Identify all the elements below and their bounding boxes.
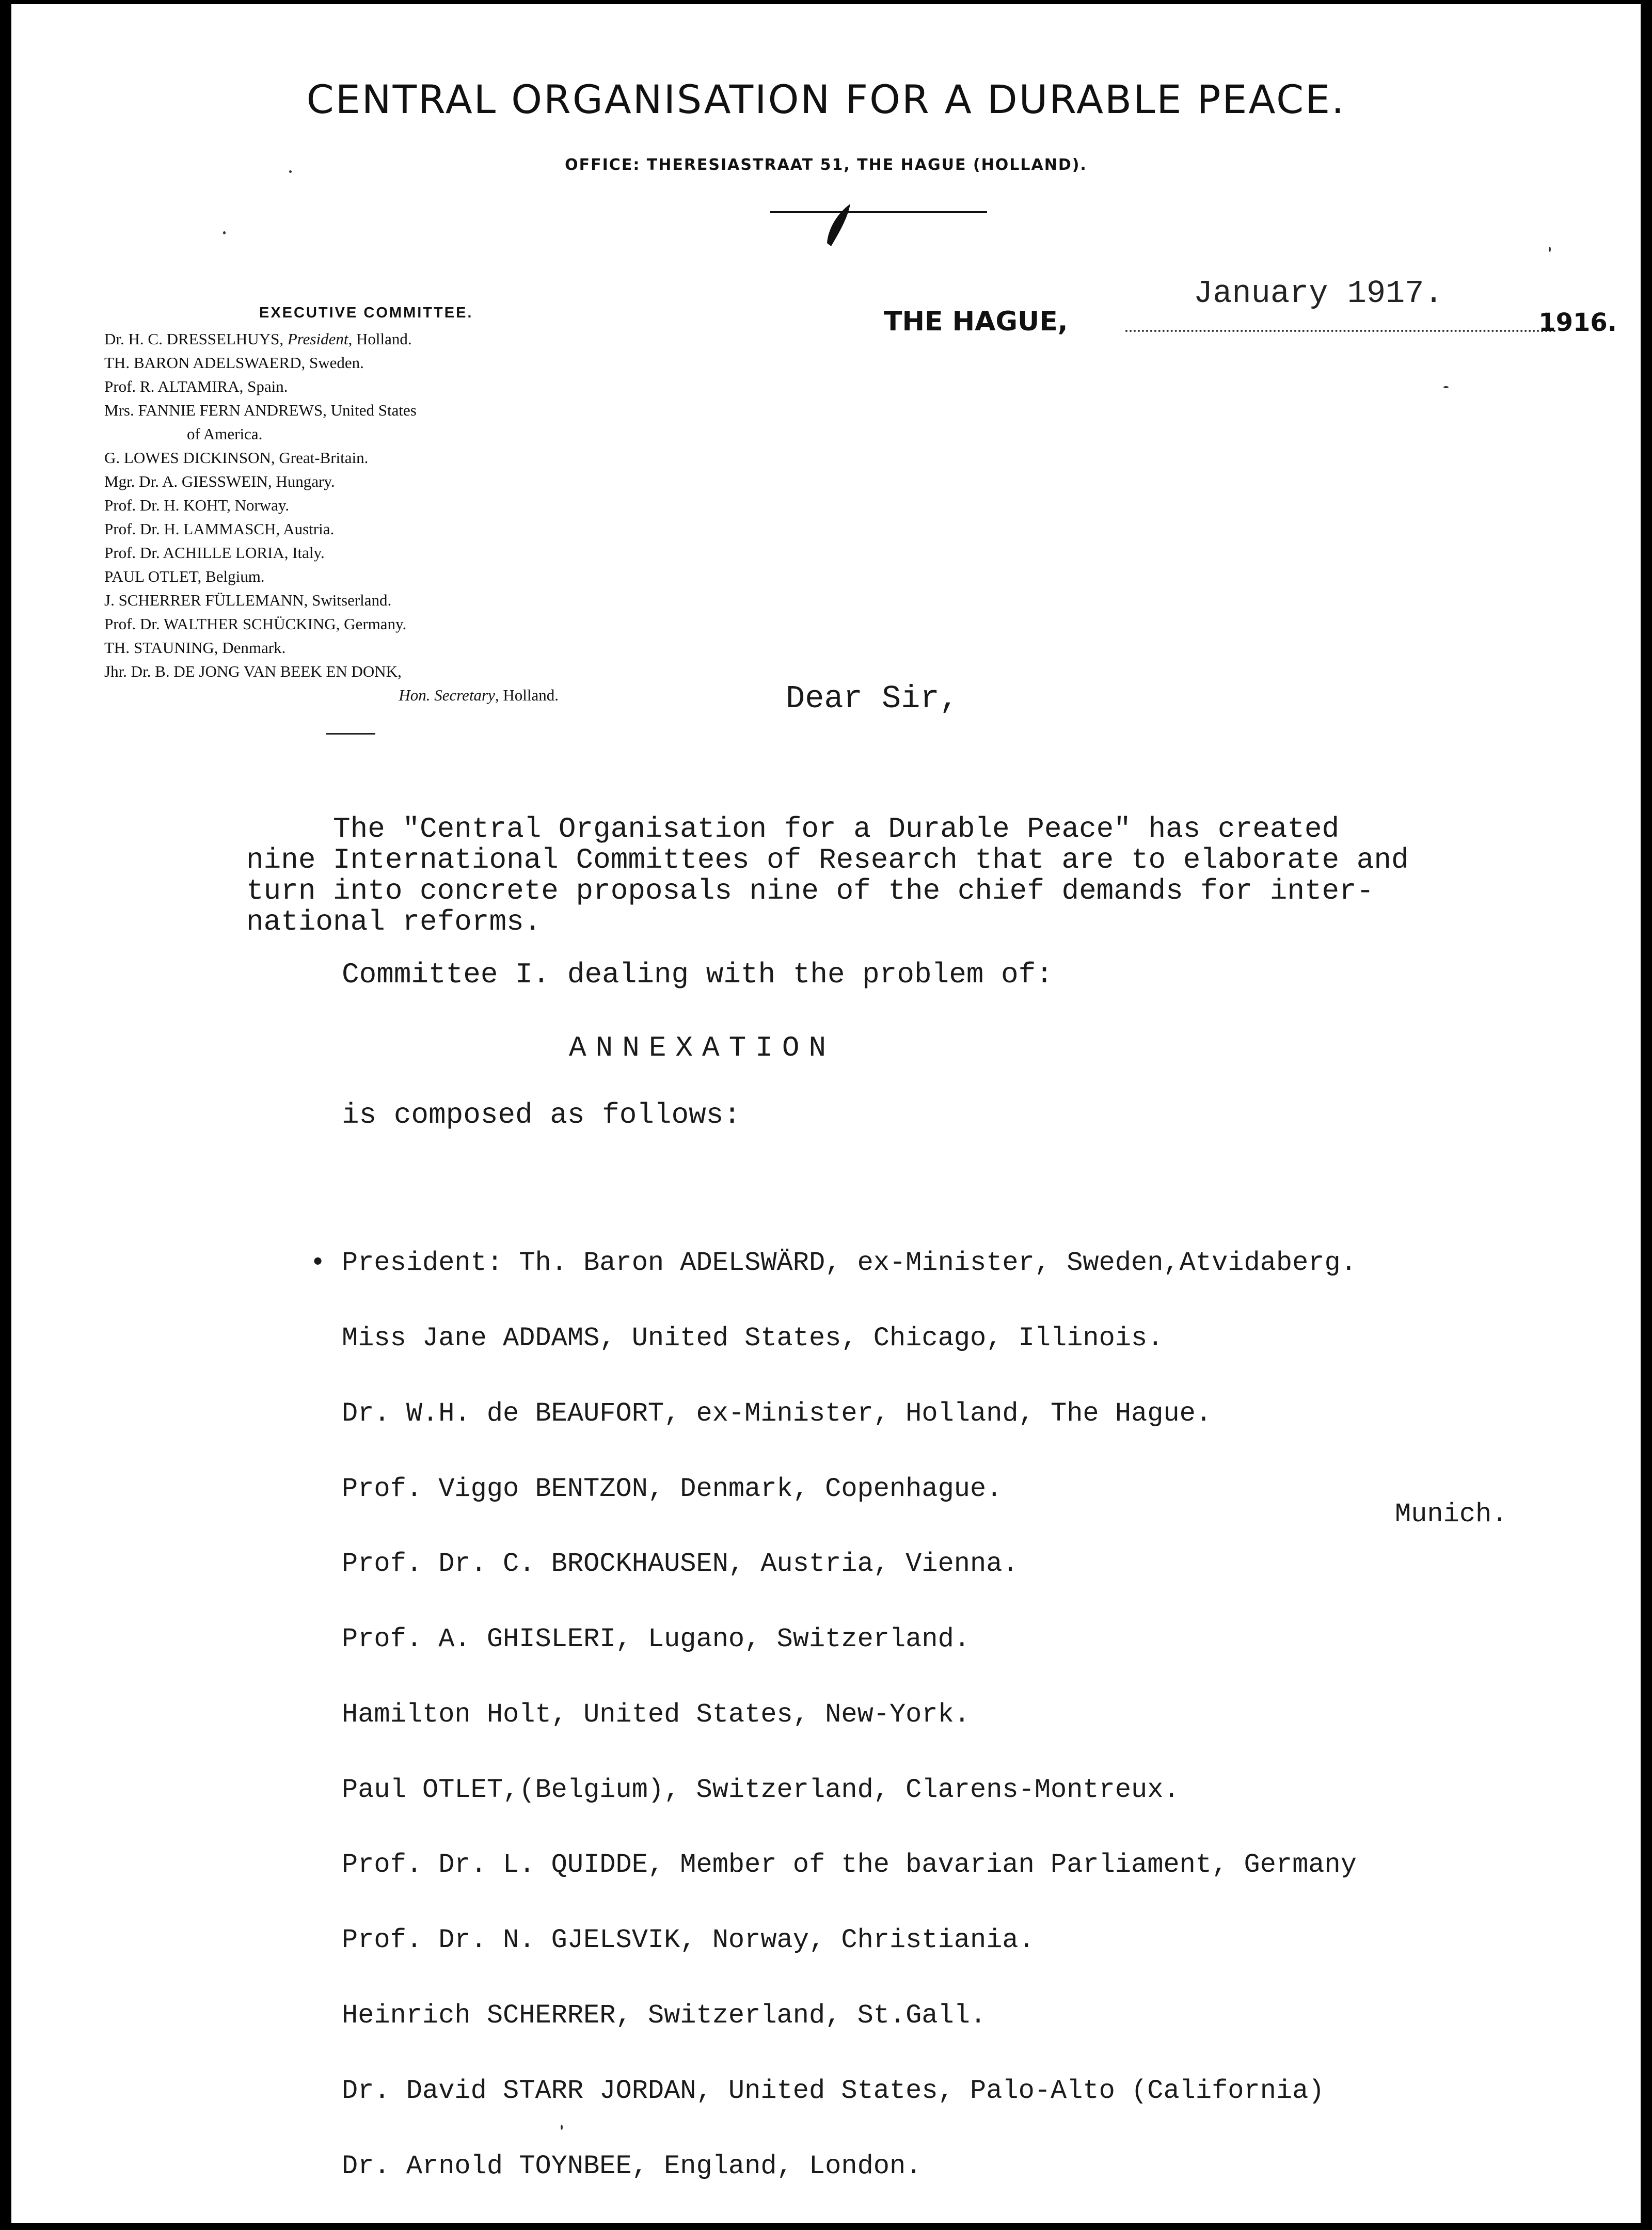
research-committee-members (310, 1201, 1612, 2223)
committee-member: Prof. R. ALTAMIRA, Spain. (104, 377, 288, 395)
member-line: Prof. A. GHISLERI, Lugano, Switzerland. (342, 1624, 970, 1655)
member-line: Paul OTLET,(Belgium), Switzerland, Clarens-Montreux. (342, 1774, 1180, 1805)
composed-line: is composed as follows: (342, 1098, 741, 1132)
member-line: Prof. Dr. C. BROCKHAUSEN, Austria, Vienna. (342, 1549, 1019, 1580)
member-line-continuation: Munich. (1395, 1499, 1508, 1530)
committee-member: Prof. Dr. H. LAMMASCH, Austria. (104, 520, 335, 538)
member-line: Dr. W.H. de BEAUFORT, ex-Minister, Holland, The Hague. (342, 1398, 1212, 1429)
bullet-mark: • (310, 1248, 326, 1279)
divider (326, 733, 375, 735)
committee-member-continuation: Hon. Secretary, Holland. (399, 686, 559, 704)
salutation: Dear Sir, (786, 680, 959, 717)
dateline (884, 306, 1617, 342)
dateline-year: 1916. (1538, 308, 1617, 337)
letterhead-title: CENTRAL ORGANISATION FOR A DURABLE PEACE. (306, 76, 1346, 122)
committee-member: TH. STAUNING, Denmark. (104, 639, 286, 657)
committee-member: Mgr. Dr. A. GIESSWEIN, Hungary. (104, 472, 335, 490)
committee-member: J. SCHERRER FÜLLEMANN, Switserland. (104, 591, 392, 609)
dateline-dotted-rule (1125, 330, 1556, 332)
member-line: Hamilton Holt, United States, New-York. (342, 1699, 970, 1730)
committee-member: PAUL OTLET, Belgium. (104, 567, 265, 585)
quill-ornament (770, 198, 987, 249)
subject-heading: ANNEXATION (569, 1031, 836, 1064)
committee-member: Dr. H. C. DRESSELHUYS, President, Holland. (104, 330, 412, 348)
committee-member: Prof. Dr. H. KOHT, Norway. (104, 496, 290, 514)
committee-member: G. LOWES DICKINSON, Great-Britain. (104, 449, 369, 467)
member-line: Miss Jane ADDAMS, United States, Chicago, Illinois. (342, 1323, 1164, 1353)
member-line: Prof. Dr. L. QUIDDE, Member of the bavarian Parliament, Germany (342, 1850, 1357, 1881)
member-line: • President: Th. Baron ADELSWÄRD, ex-Minister, Sweden,Atvidaberg. (310, 1248, 1357, 1279)
executive-committee-list (104, 327, 579, 707)
committee-member: Mrs. FANNIE FERN ANDREWS, United States (104, 401, 417, 419)
executive-committee-heading: EXECUTIVE COMMITTEE. (259, 305, 473, 321)
member-line: Prof. Dr. N. GJELSVIK, Norway, Christiania. (342, 1925, 1035, 1956)
body-paragraph: The "Central Organisation for a Durable Peace" has created nine International Committees of Research that are to elaborate and turn into concrete proposals nine of the chief demands for inter- national reforms. (246, 813, 1409, 938)
member-line: Dr. David STARR JORDAN, United States, Palo-Alto (California) (342, 2075, 1325, 2106)
committee-line: Committee I. dealing with the problem of: (342, 958, 1053, 991)
letterhead-office-address: OFFICE: THERESIASTRAAT 51, THE HAGUE (HOLLAND). (565, 156, 1087, 174)
letter-page (11, 4, 1641, 2223)
committee-member: TH. BARON ADELSWAERD, Sweden. (104, 354, 364, 372)
dateline-city: THE HAGUE, (884, 306, 1068, 337)
committee-member: Prof. Dr. ACHILLE LORIA, Italy. (104, 544, 325, 562)
committee-member: Jhr. Dr. B. DE JONG VAN BEEK EN DONK, (104, 662, 402, 680)
committee-member-continuation: of America. (187, 425, 263, 443)
handwritten-date: January 1917. (1194, 275, 1443, 312)
committee-member: Prof. Dr. WALTHER SCHÜCKING, Germany. (104, 615, 407, 633)
member-line: Heinrich SCHERRER, Switzerland, St.Gall. (342, 2000, 987, 2031)
member-line: Prof. Viggo BENTZON, Denmark, Copenhague. (342, 1473, 1003, 1504)
member-line: Dr. Arnold TOYNBEE, England, London. (342, 2151, 922, 2181)
